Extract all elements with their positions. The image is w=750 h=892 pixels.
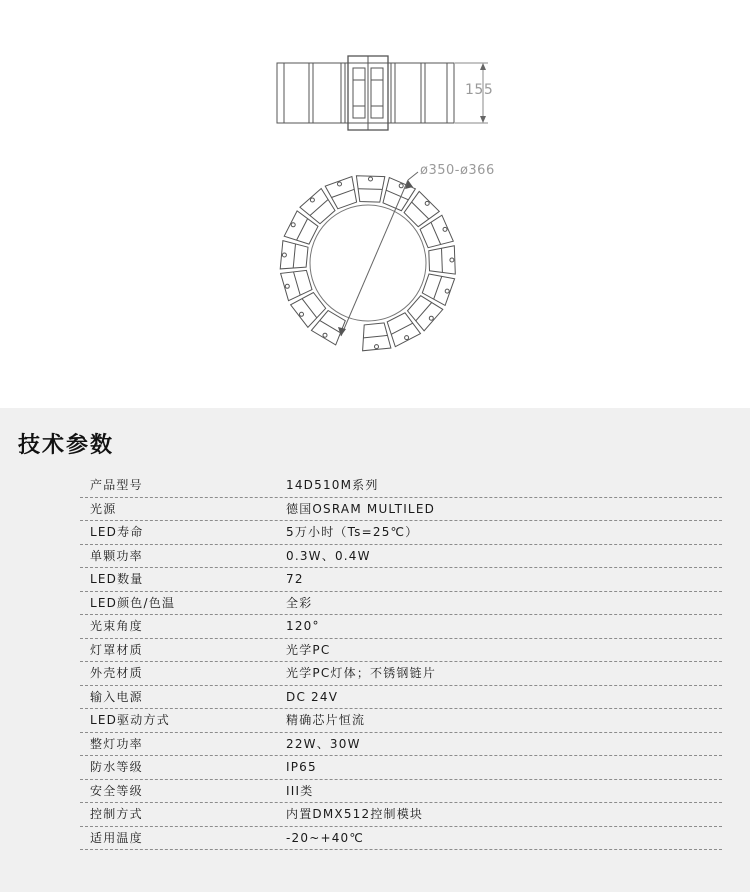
- spec-value: III类: [286, 783, 314, 798]
- ring-segment-detail: [294, 272, 301, 295]
- spec-key: 单颗功率: [90, 548, 143, 563]
- ring-segment-detail: [302, 299, 317, 318]
- ring-segment-detail: [293, 244, 295, 268]
- spec-key: LED寿命: [90, 525, 144, 539]
- ring-segment-hinge: [323, 333, 327, 337]
- ring-segment-detail: [358, 189, 382, 190]
- spec-key: 安全等级: [90, 783, 143, 798]
- ring-segment-hinge: [282, 253, 286, 257]
- spec-key: 防水等级: [90, 760, 143, 774]
- ring-segment: [284, 211, 318, 244]
- ring-segment-detail: [332, 189, 355, 197]
- ring-view-drawing: [280, 176, 455, 351]
- ring-segment-hinge: [285, 284, 289, 288]
- ring-segment: [387, 313, 420, 347]
- spec-key: 适用温度: [90, 830, 143, 845]
- ring-segment: [420, 215, 453, 248]
- diameter-dimension-label: ø350-ø366: [420, 163, 495, 178]
- diameter-dimension-line: [338, 172, 418, 336]
- ring-segment-hinge: [291, 223, 295, 227]
- spec-row: [80, 615, 722, 639]
- spec-value: DC 24V: [286, 689, 339, 704]
- spec-row: [80, 686, 722, 710]
- spec-row: [80, 827, 722, 851]
- spec-row: [80, 545, 722, 569]
- spec-row: [80, 756, 722, 780]
- spec-value: 5万小时（Ts=25℃）: [286, 525, 419, 539]
- ring-segment-detail: [363, 335, 387, 338]
- spec-row: [80, 474, 722, 498]
- spec-key: 光束角度: [90, 619, 143, 633]
- spec-row: [80, 592, 722, 616]
- ring-segment-hinge: [445, 289, 449, 293]
- ring-segment-hinge: [443, 227, 447, 231]
- spec-key: 整灯功率: [90, 736, 143, 751]
- ring-segment-hinge: [425, 201, 429, 205]
- side-view-drawing: [277, 56, 488, 130]
- ring-segment-hinge: [310, 198, 314, 202]
- ring-segment-hinge: [375, 345, 379, 349]
- section-title: 技术参数: [18, 433, 115, 458]
- spec-row: [80, 639, 722, 663]
- spec-value: -20~+40℃: [286, 830, 365, 845]
- spec-key: 外壳材质: [90, 666, 143, 680]
- spec-value: 德国OSRAM MULTILED: [286, 501, 436, 516]
- spec-value: IP65: [286, 760, 317, 774]
- ring-segment: [325, 177, 356, 209]
- ring-segment-hinge: [369, 177, 373, 181]
- spec-key: 控制方式: [90, 807, 143, 821]
- specs-panel: [0, 408, 750, 892]
- spec-key: 光源: [90, 501, 117, 516]
- ring-inner-circle: [310, 205, 426, 321]
- spec-key: LED数量: [90, 572, 144, 586]
- spec-table: [80, 474, 722, 850]
- height-dimension-label: 155: [465, 82, 494, 98]
- ring-segment-detail: [320, 320, 341, 332]
- spec-key: 输入电源: [90, 689, 143, 704]
- ring-segment-detail: [391, 323, 412, 334]
- ring-segment: [404, 191, 439, 226]
- spec-row: [80, 733, 722, 757]
- spec-value: 全彩: [286, 595, 313, 610]
- spec-row: [80, 780, 722, 804]
- ring-segment-hinge: [300, 312, 304, 316]
- ring-segment-detail: [434, 276, 442, 299]
- ring-segment-detail: [297, 219, 308, 241]
- ring-segment-hinge: [405, 336, 409, 340]
- spec-row: [80, 662, 722, 686]
- spec-value: 120°: [286, 619, 320, 633]
- spec-row: [80, 498, 722, 522]
- ring-segment: [383, 178, 415, 211]
- spec-value: 光学PC灯体；不锈钢链片: [286, 666, 437, 680]
- spec-value: 光学PC: [286, 642, 331, 657]
- ring-segment-hinge: [429, 316, 433, 320]
- spec-row: [80, 568, 722, 592]
- spec-value: 72: [286, 572, 304, 586]
- spec-key: LED颜色/色温: [90, 595, 176, 610]
- ring-segment-hinge: [338, 182, 342, 186]
- technical-drawing-area: [0, 0, 750, 408]
- spec-value: 22W、30W: [286, 736, 361, 751]
- spec-value: 0.3W、0.4W: [286, 548, 371, 563]
- spec-row: [80, 521, 722, 545]
- technical-drawing: [0, 0, 750, 408]
- ring-segment: [422, 274, 454, 305]
- spec-key: LED驱动方式: [90, 713, 170, 727]
- spec-row: [80, 803, 722, 827]
- spec-row: [80, 709, 722, 733]
- spec-value: 14D510M系列: [286, 478, 379, 492]
- ring-segment-detail: [442, 248, 443, 272]
- ring-segment-hinge: [450, 258, 454, 262]
- spec-value: 内置DMX512控制模块: [286, 807, 424, 821]
- spec-value: 精确芯片恒流: [286, 713, 366, 727]
- ring-segment-detail: [386, 190, 408, 200]
- ring-segment-hinge: [399, 184, 403, 188]
- spec-key: 灯罩材质: [90, 642, 143, 657]
- spec-key: 产品型号: [90, 478, 143, 492]
- ring-segment-detail: [431, 222, 441, 244]
